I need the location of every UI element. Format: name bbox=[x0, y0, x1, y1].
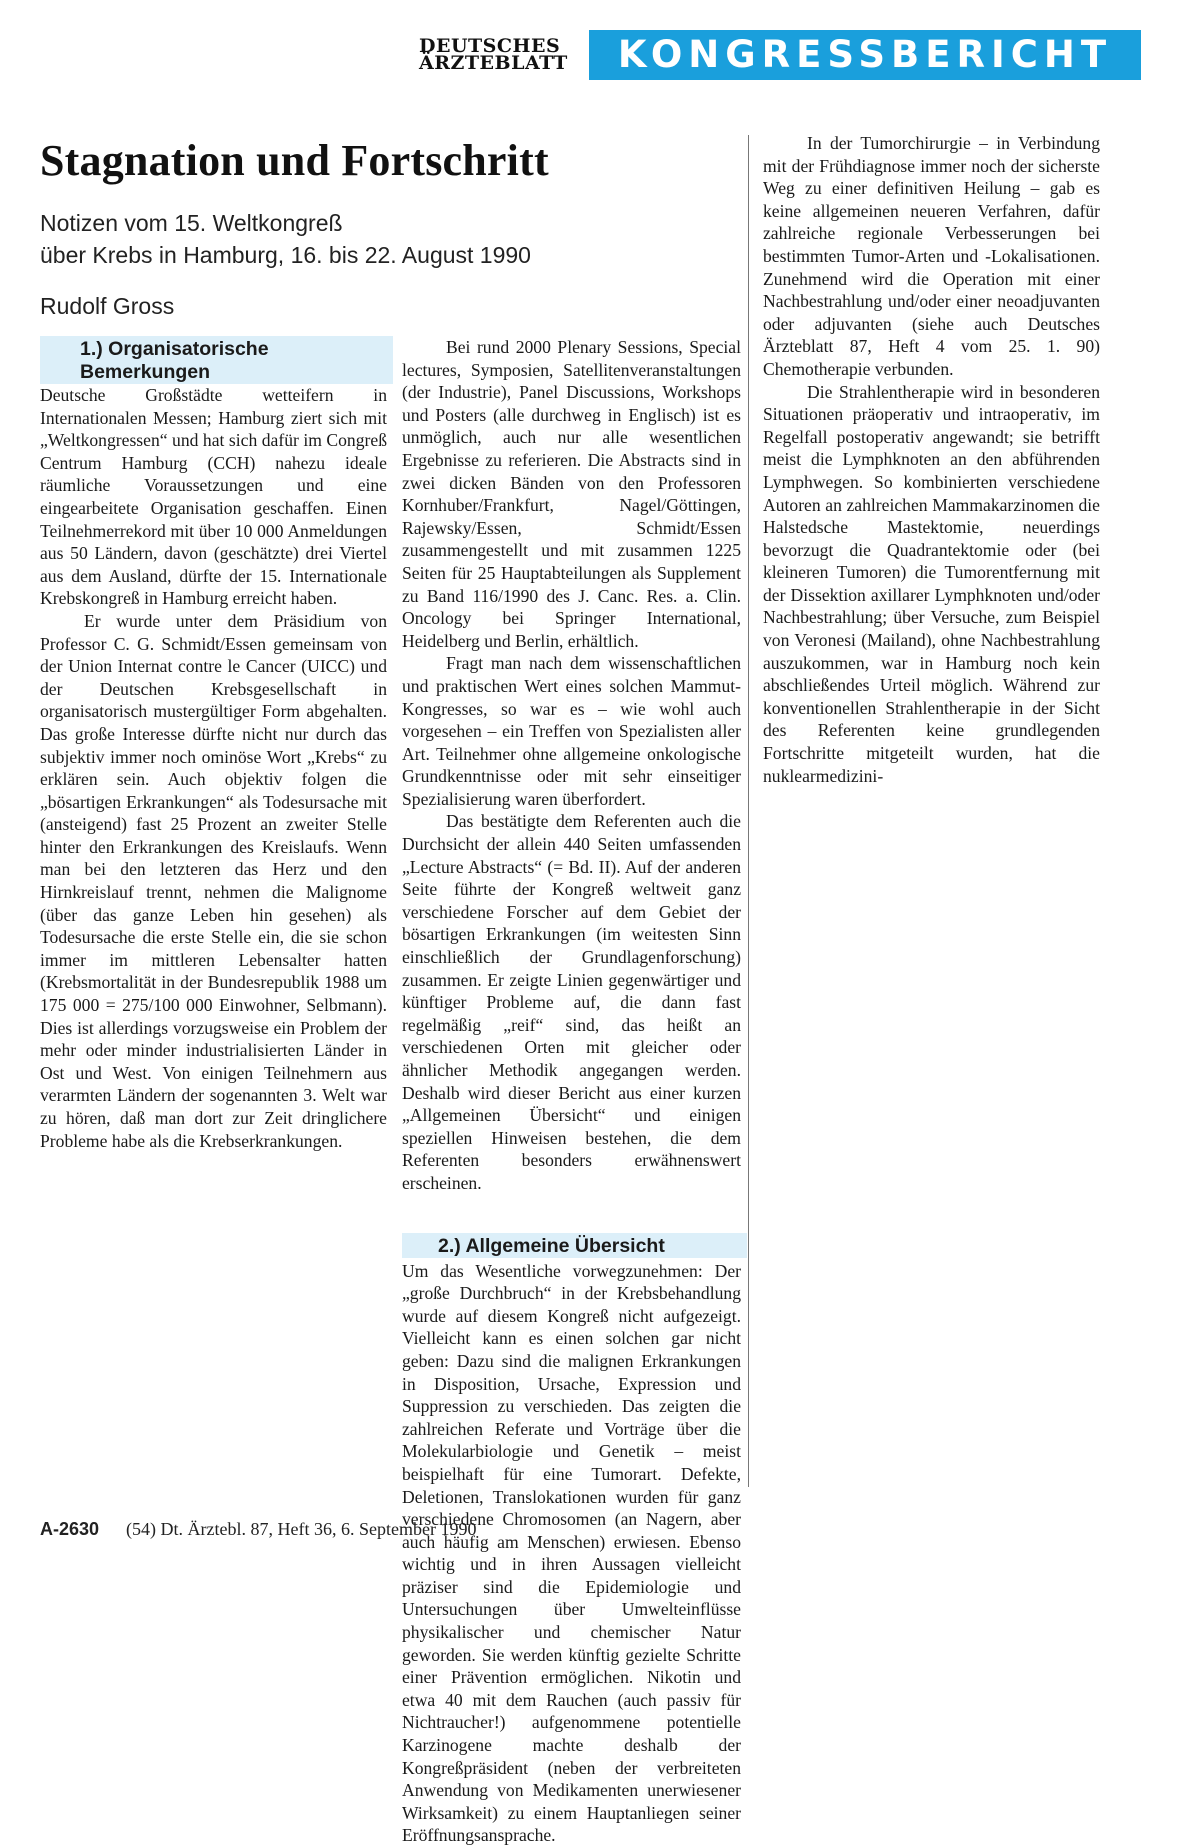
journal-logo bbox=[419, 35, 584, 74]
logo-line-1: DEUTSCHES bbox=[419, 35, 561, 57]
column-1 bbox=[40, 336, 387, 1152]
paragraph-5: Das bestätigte dem Referenten auch die Durchsicht der allein 440 Seiten umfassenden „Lecture Abstracts“ (= Bd. II). Auf der anderen Seite führte der Kongreß weltweit ganz verschiedene Forscher auf dem Gebiet der bösartigen Erkrankungen (im weitesten Sinn einschließlich der Grundlagenforschung) zusammen. Er zeigte Linien gegenwärtiger und künftiger Probleme auf, die dann fast regelmäßig „reif“ sind, das heißt an verschiedenen Orten mit gleicher oder ähnlicher Methodik angegangen werden. Deshalb wird dieser Bericht aus einer kurzen „Allgemeinen Übersicht“ und einigen speziellen Hinweisen bestehen, die dem Referenten besonders erwähnenswert erscheinen. bbox=[402, 811, 741, 1193]
paragraph-1: Deutsche Großstädte wetteifern in Internationalen Messen; Hamburg ziert sich mit „Weltkongressen“ und hat sich dafür im Congreß Centrum Hamburg (CCH) nahezu ideale räumliche Voraussetzungen und eine eingearbeitete Organisation geschaffen. Einen Teilnehmerrekord mit über 10 000 Anmeldungen aus 50 Ländern, davon (geschätzte) drei Viertel aus dem Ausland, dürfte der 15. Internationale Krebskongreß in Hamburg erreicht haben. bbox=[40, 385, 387, 609]
paragraph-7: In der Tumorchirurgie – in Verbindung mit der Frühdiagnose immer noch der sicherste Weg zu einer definitiven Heilung – gab es keine allgemeinen neueren Verfahren, dafür zahlreiche regionale Verbesserungen bei bestimmten Tumor-Arten und -Lokalisationen. Zunehmend wird die Operation mit einer Nachbestrahlung und/oder einer neoadjuvanten oder adjuvanten (siehe auch Deutsches Ärzteblatt 87, Heft 4 vom 25. 1. 90) Chemotherapie verbunden. bbox=[763, 133, 1100, 379]
column-2 bbox=[402, 336, 741, 1847]
paragraph-6: Um das Wesentliche vorwegzunehmen: Der „große Durchbruch“ in der Krebsbehandlung wurde auf diesem Kongreß nicht aufgezeigt. Vielleicht kann es einen solchen gar nicht geben: Dazu sind die malignen Erkrankungen in Disposition, Ursache, Expression und Suppression zu verschieden. Das zeigten die zahlreichen Referate und Vorträge über die Molekularbiologie und Genetik – meist beispielhaft für eine Tumorart. Defekte, Deletionen, Translokationen wurden für ganz verschiedene Chromosomen (an Nagern, aber auch häufig am Menschen) erwiesen. Ebenso wichtig und in ihren Aussagen vielleicht präziser sind die Epidemiologie und Untersuchungen über Umwelteinflüsse physikalischer und chemischer Natur geworden. Sie werden künftig gezielte Schritte einer Prävention ermöglichen. Nikotin und etwa 40 mit dem Rauchen (auch passiv für Nichtraucher!) aufgenommene potentielle Karzinogene machte deshalb der Kongreßpräsident (neben der verbreiteten Anwendung von Medikamenten unerwiesener Wirksamkeit) zu einem Hauptanliegen seiner Eröffnungsansprache. bbox=[402, 1260, 741, 1846]
journal-citation: (54) Dt. Ärztebl. 87, Heft 36, 6. September 1990 bbox=[126, 1519, 477, 1539]
logo-line-2: ÄRZTEBLATT bbox=[419, 52, 568, 74]
section-banner: KONGRESSBERICHT bbox=[589, 30, 1141, 80]
paragraph-2: Er wurde unter dem Präsidium von Professor C. G. Schmidt/Essen gemeinsam von der Union Internat contre le Cancer (UICC) und der Deutschen Krebsgesellschaft in organisatorisch mustergültiger Form abgehalten. Das große Interesse dürfte nicht nur durch das subjektiv immer noch ominöse Wort „Krebs“ zu erklären sein. Auch objektiv folgen die „bösartigen Erkrankungen“ als Todesursache mit (ansteigend) fast 25 Prozent an zweiter Stelle hinter den Erkrankungen des Kreislaufs. Wenn man bei den letzteren das Herz und den Hirnkreislauf trennt, nehmen die Malignome (über das ganze Leben hin gesehen) als Todesursache die erste Stelle ein, die sie schon immer im mittleren Lebensalter hatten (Krebsmortalität in der Bundesrepublik 1988 um 175 000 = 275/100 000 Einwohner, Selbmann). Dies ist allerdings vorzugsweise ein Problem der mehr oder minder industrialisierten Länder in Ost und West. Von einigen Teilnehmern aus verarmten Ländern der sogenannten 3. Welt war zu hören, daß man dort zur Zeit dringlichere Probleme habe als die Krebserkrankungen. bbox=[40, 610, 387, 1151]
paragraph-8: Die Strahlentherapie wird in besonderen Situationen präoperativ und intraoperativ, im Regelfall postoperativ angewandt; sie betrifft meist die Lymphknoten an den abführenden Lymphwegen. So kombinierten verschiedene Autoren an zahlreichen Mammakarzinomen die Halstedsche Mastektomie, neuerdings bevorzugt die Quadrantektomie oder (bei kleineren Tumoren) die Tumorentfernung mit der Dissektion axillarer Lymphknoten und/oder Nachbestrahlung; über Versuche, zum Beispiel von Veronesi (Mailand), ohne Nachbestrahlung auszukommen, war in Hamburg noch kein abschließendes Urteil möglich. Während zur konventionellen Strahlentherapie in der Sicht des Referenten keine grundlegenden Fortschritte mitgeteilt wurden, hat die nuklearmedizini- bbox=[763, 381, 1100, 786]
section-heading-1: 1.) Organisatorische Bemerkungen bbox=[40, 336, 393, 384]
subtitle-line-1: Notizen vom 15. Weltkongreß bbox=[40, 210, 343, 236]
column-3 bbox=[763, 132, 1100, 787]
article-title: Stagnation und Fortschritt bbox=[40, 136, 549, 185]
article-subtitle bbox=[40, 207, 680, 271]
section-heading-2: 2.) Allgemeine Übersicht bbox=[402, 1233, 747, 1258]
subtitle-line-2: über Krebs in Hamburg, 16. bis 22. August 1990 bbox=[40, 242, 531, 268]
column-divider bbox=[748, 135, 749, 1487]
page-code: A-2630 bbox=[40, 1519, 100, 1539]
article-author: Rudolf Gross bbox=[40, 293, 175, 319]
page-footer bbox=[40, 1519, 476, 1540]
paragraph-4: Fragt man nach dem wissenschaftlichen und praktischen Wert eines solchen Mammut-Kongresses, so war es – wie wohl auch vorgesehen – ein Treffen von Spezialisten aller Art. Teilnehmer ohne allgemeine onkologische Grundkenntnisse oder mit sehr einseitiger Spezialisierung waren überfordert. bbox=[402, 653, 741, 809]
paragraph-3: Bei rund 2000 Plenary Sessions, Special lectures, Symposien, Satellitenveranstaltungen (der Industrie), Panel Discussions, Workshops und Posters (alle durchweg in Englisch) ist es unmöglich, auch nur alle wesentlichen Ergebnisse zu referieren. Die Abstracts sind in zwei dicken Bänden von den Professoren Kornhuber/Frankfurt, Nagel/Göttingen, Rajewsky/Essen, Schmidt/Essen zusammengestellt und mit zusammen 1225 Seiten für 25 Hauptabteilungen als Supplement zu Band 116/1990 des J. Canc. Res. a. Clin. Oncology bei Springer International, Heidelberg und Berlin, erhältlich. bbox=[402, 337, 741, 651]
